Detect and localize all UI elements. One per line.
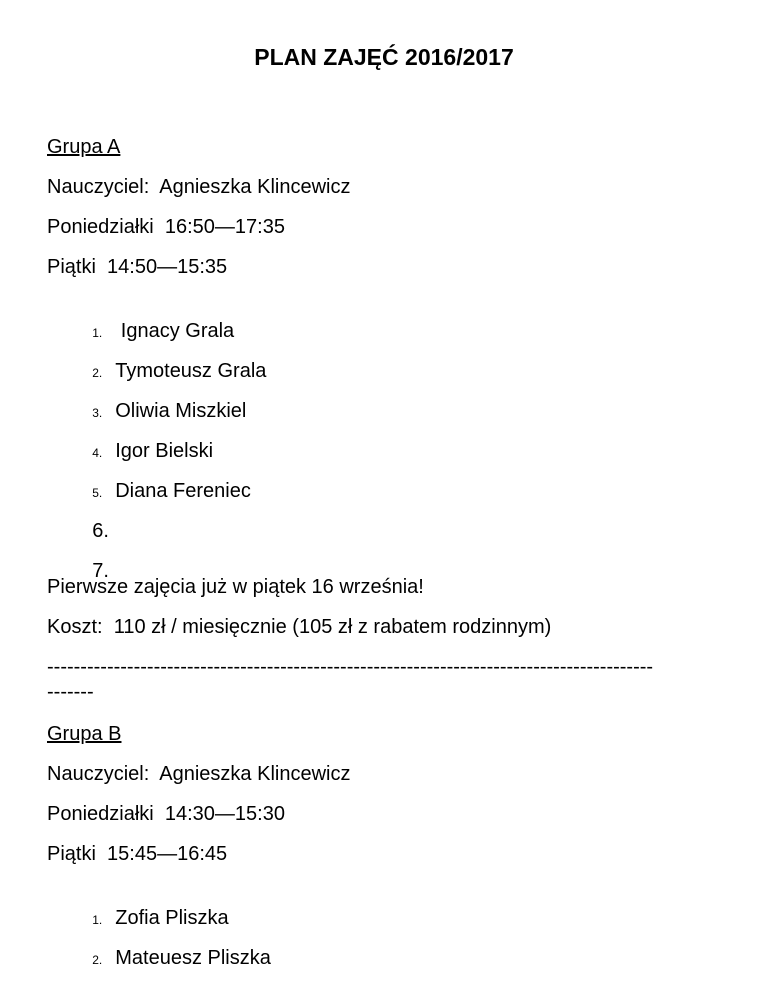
list-item-name: Mateuesz Pliszka xyxy=(115,947,271,969)
list-item-name: Diana Fereniec xyxy=(115,480,251,502)
list-item-name: Ignacy Grala xyxy=(115,320,235,342)
group-a-heading: Grupa A xyxy=(47,136,121,158)
group-a-teacher: Nauczyciel: Agnieszka Klincewicz xyxy=(47,176,351,198)
group-a-schedule-monday: Poniedziałki 16:50—17:35 xyxy=(47,216,285,238)
list-item-number: 2. xyxy=(92,953,103,967)
list-item-number: 3. xyxy=(92,406,103,420)
list-item-number: 7. xyxy=(92,560,109,582)
group-b-teacher: Nauczyciel: Agnieszka Klincewicz xyxy=(47,763,351,785)
list-item-name: Tymoteusz Grala xyxy=(115,360,267,382)
list-item xyxy=(70,922,271,996)
group-b-heading: Grupa B xyxy=(47,723,122,745)
list-item-number: 1. xyxy=(92,326,103,340)
list-item-name: Zofia Pliszka xyxy=(115,907,229,929)
cost-line: Koszt: 110 zł / miesięcznie (105 zł z rabatem rodzinnym) xyxy=(47,616,552,638)
list-item-name: Igor Bielski xyxy=(115,440,214,462)
list-item-number: 1. xyxy=(92,913,103,927)
group-b-schedule-friday: Piątki 15:45—16:45 xyxy=(47,843,228,865)
group-a-schedule-friday: Piątki 14:50—15:35 xyxy=(47,256,228,278)
separator-line: ------------------------------------------------------------------------------------------- xyxy=(47,656,654,678)
list-item-name: Oliwia Miszkiel xyxy=(115,400,247,422)
page-title: PLAN ZAJĘĆ 2016/2017 xyxy=(254,44,514,70)
list-item-number: 5. xyxy=(92,486,103,500)
group-b-schedule-monday: Poniedziałki 14:30—15:30 xyxy=(47,803,285,825)
first-class-note: Pierwsze zajęcia już w piątek 16 września! xyxy=(47,576,424,598)
separator-line-tail: ------- xyxy=(47,681,94,703)
list-item-number: 2. xyxy=(92,366,103,380)
list-item-number: 4. xyxy=(92,446,103,460)
list-item-number: 6. xyxy=(92,520,109,542)
